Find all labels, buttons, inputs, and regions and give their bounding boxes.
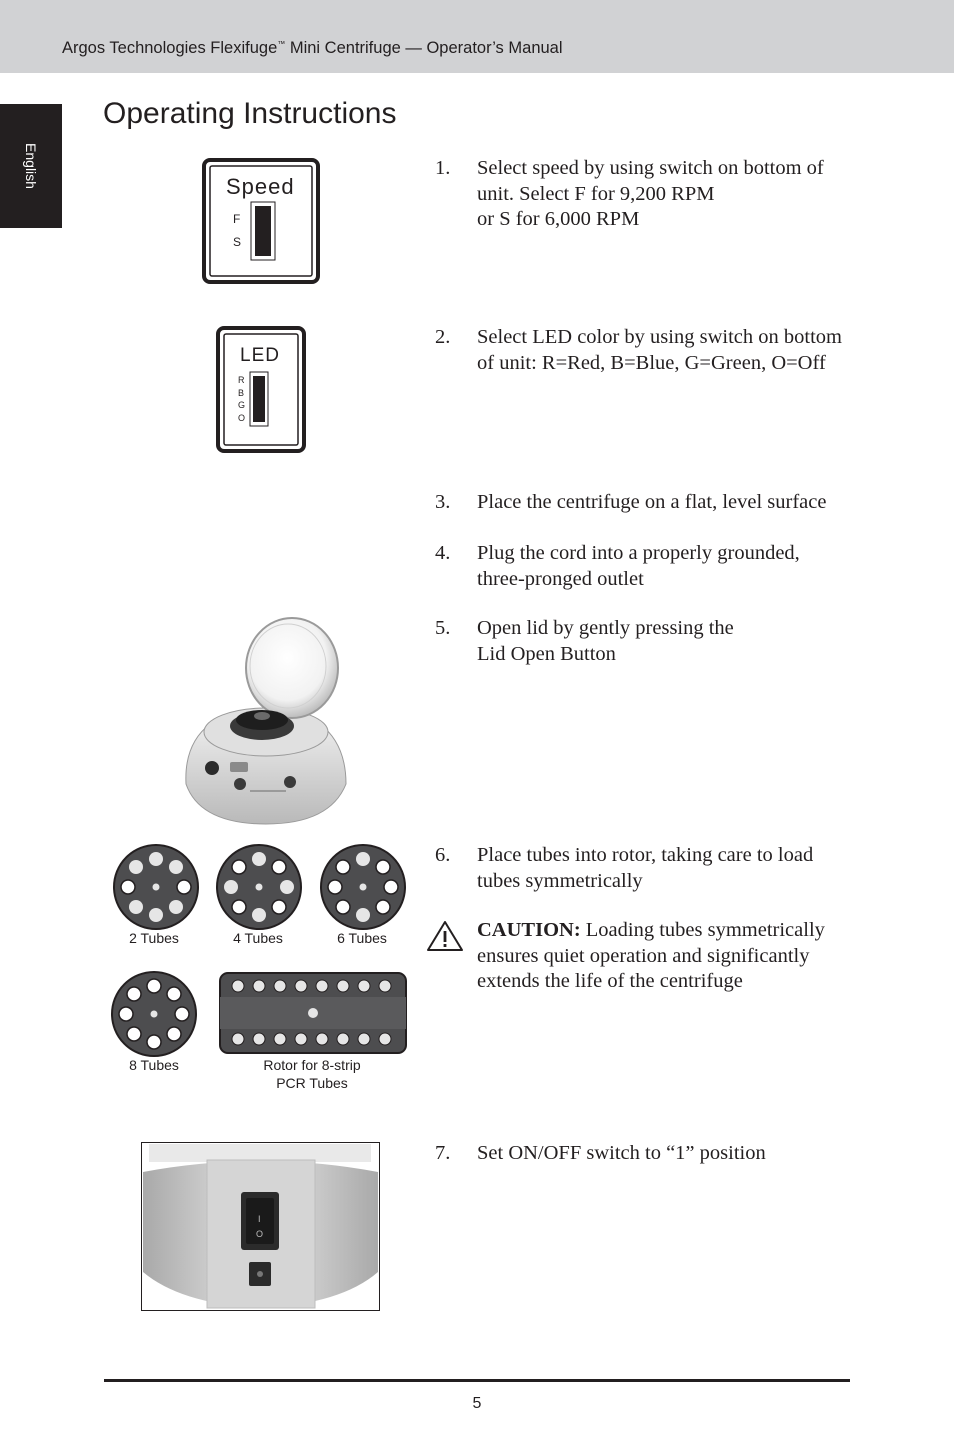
step-number: 7. xyxy=(435,1142,451,1164)
pcr-strip-rotor-label-line2: PCR Tubes xyxy=(276,1075,348,1091)
page-title: Operating Instructions xyxy=(103,97,397,130)
rotor-2-tubes-label: 2 Tubes xyxy=(129,930,179,946)
step-text-line: Place tubes into rotor, taking care to load xyxy=(477,844,814,866)
page-header xyxy=(0,0,954,73)
step-text-line: Select LED color by using switch on bottom xyxy=(477,326,842,348)
step-1 xyxy=(435,156,855,233)
led-switch-label: LED xyxy=(240,345,280,366)
rotor-4-tubes-diagram xyxy=(215,843,303,931)
centrifuge-open-lid-image xyxy=(180,614,350,826)
rotor-8-tubes-diagram xyxy=(110,970,198,1058)
step-text-line: Plug the cord into a properly grounded, xyxy=(477,542,800,564)
caution-line: CAUTION: Loading tubes symmetrically xyxy=(477,919,825,941)
step-text-line: Set ON/OFF switch to “1” position xyxy=(477,1142,766,1164)
led-switch-figure xyxy=(216,326,306,453)
step-number: 4. xyxy=(435,542,451,564)
step-5 xyxy=(435,616,855,667)
led-option-r: R xyxy=(238,375,245,385)
step-7 xyxy=(435,1141,855,1167)
caution-line: ensures quiet operation and significantly xyxy=(477,944,810,967)
pcr-strip-rotor-label-line1: Rotor for 8-strip xyxy=(263,1057,361,1073)
step-2 xyxy=(435,325,855,376)
step-text-line: unit. Select F for 9,200 RPM xyxy=(477,182,715,205)
speed-switch-slider xyxy=(255,206,271,256)
rotor-6-tubes-diagram xyxy=(319,843,407,931)
step-number: 6. xyxy=(435,844,451,866)
speed-option-s: S xyxy=(233,235,242,249)
header-title: Argos Technologies Flexifuge™ Mini Centrifuge — Operator’s Manual xyxy=(62,39,563,57)
caution-note xyxy=(426,918,856,995)
step-number: 1. xyxy=(435,157,451,179)
rocker-switch-off-symbol: O xyxy=(256,1229,264,1239)
rotor-8-tubes-label: 8 Tubes xyxy=(129,1057,179,1073)
page-number: 5 xyxy=(472,1395,482,1412)
step-text-line: Place the centrifuge on a flat, level surface xyxy=(477,491,827,513)
speed-option-f: F xyxy=(233,212,241,226)
step-6 xyxy=(435,843,855,894)
led-switch-slider xyxy=(253,376,265,422)
warning-triangle-icon xyxy=(426,920,464,952)
step-text-line: of unit: R=Red, B=Blue, G=Green, O=Off xyxy=(477,351,826,374)
step-number: 5. xyxy=(435,617,451,639)
speed-switch-figure xyxy=(202,158,320,284)
led-option-g: G xyxy=(238,400,246,410)
speed-switch-label: Speed xyxy=(226,174,295,199)
centrifuge-power-switch-image xyxy=(141,1142,381,1312)
step-text-line: or S for 6,000 RPM xyxy=(477,208,640,230)
led-option-o: O xyxy=(238,413,246,423)
step-number: 3. xyxy=(435,491,451,513)
step-text-line: Lid Open Button xyxy=(477,642,616,665)
footer-rule xyxy=(104,1379,850,1382)
led-option-b: B xyxy=(238,388,245,398)
step-text-line: Select speed by using switch on bottom of xyxy=(477,157,824,179)
pcr-strip-rotor-label xyxy=(232,1056,392,1092)
step-text-line: Open lid by gently pressing the xyxy=(477,617,734,639)
step-4 xyxy=(435,541,855,592)
rotor-4-tubes-label: 4 Tubes xyxy=(233,930,283,946)
step-text-line: three-pronged outlet xyxy=(477,567,644,590)
step-text-line: tubes symmetrically xyxy=(477,869,643,892)
caution-line: extends the life of the centrifuge xyxy=(477,970,743,992)
step-3 xyxy=(435,490,855,516)
pcr-strip-rotor-diagram xyxy=(218,971,408,1055)
step-number: 2. xyxy=(435,326,451,348)
caution-label: CAUTION: xyxy=(477,919,581,941)
rotor-6-tubes-label: 6 Tubes xyxy=(337,930,387,946)
rocker-switch-on-symbol: I xyxy=(258,1214,261,1224)
language-tab-label: English xyxy=(23,143,39,189)
rotor-2-tubes-diagram xyxy=(112,843,200,931)
